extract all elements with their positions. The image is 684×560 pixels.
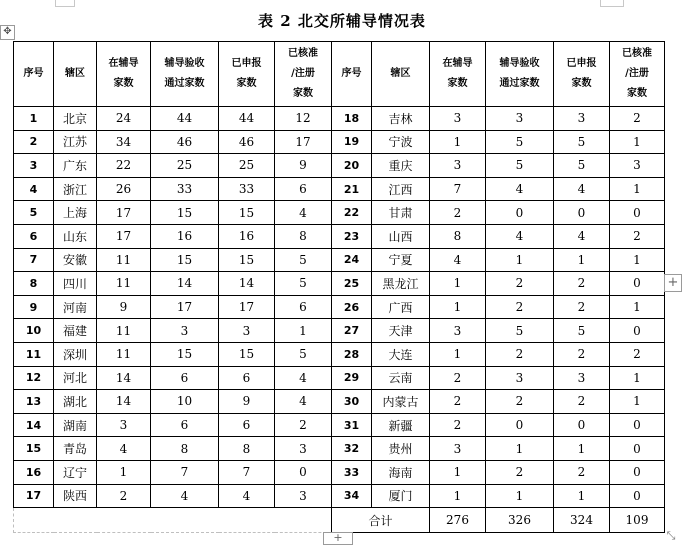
value-cell: 1 [554,484,610,508]
value-cell: 33 [151,177,219,201]
value-cell: 5 [486,319,554,343]
value-cell: 3 [430,437,486,461]
value-cell: 4 [219,484,275,508]
value-cell: 1 [430,295,486,319]
value-cell: 33 [219,177,275,201]
row-number: 6 [14,224,54,248]
row-number: 2 [14,130,54,154]
value-cell: 1 [610,177,665,201]
header-counseling-right: 在辅导 家数 [430,42,486,107]
value-cell: 6 [219,366,275,390]
value-cell: 2 [554,390,610,414]
add-row-button[interactable]: + [323,532,353,545]
value-cell: 3 [430,319,486,343]
value-cell: 0 [486,201,554,225]
value-cell: 2 [554,295,610,319]
row-number: 15 [14,437,54,461]
table-row [14,224,665,248]
value-cell: 4 [275,366,332,390]
value-cell: 2 [486,390,554,414]
add-column-button[interactable]: + [664,274,682,292]
total-value: 109 [610,508,665,533]
row-number: 21 [332,177,372,201]
value-cell: 4 [275,201,332,225]
region-cell: 宁波 [372,130,430,154]
region-cell: 湖南 [54,413,97,437]
value-cell: 2 [554,272,610,296]
value-cell: 0 [554,201,610,225]
value-cell: 1 [554,437,610,461]
row-number: 8 [14,272,54,296]
value-cell: 25 [151,154,219,178]
value-cell: 1 [430,460,486,484]
region-cell: 江西 [372,177,430,201]
value-cell: 17 [151,295,219,319]
table-move-handle-icon[interactable]: ✥ [0,25,15,40]
value-cell: 1 [486,248,554,272]
row-number: 7 [14,248,54,272]
value-cell: 1 [610,390,665,414]
row-number: 18 [332,107,372,131]
value-cell: 3 [554,107,610,131]
value-cell: 3 [275,484,332,508]
total-value: 326 [486,508,554,533]
value-cell: 8 [275,224,332,248]
total-label: 合计 [332,508,430,533]
value-cell: 15 [151,201,219,225]
value-cell: 6 [275,295,332,319]
table-row [14,484,665,508]
value-cell: 44 [219,107,275,131]
value-cell: 7 [151,460,219,484]
value-cell: 5 [554,154,610,178]
value-cell: 2 [430,201,486,225]
value-cell: 2 [486,460,554,484]
region-cell: 青岛 [54,437,97,461]
value-cell: 2 [486,342,554,366]
value-cell: 1 [486,484,554,508]
table-resize-icon[interactable]: ⤡ [666,529,676,542]
table-title: 表 2 北交所辅导情况表 [258,12,426,30]
region-cell: 安徽 [54,248,97,272]
value-cell: 1 [430,130,486,154]
table-row [14,319,665,343]
value-cell: 4 [486,177,554,201]
row-number: 9 [14,295,54,319]
region-cell: 江苏 [54,130,97,154]
row-number: 28 [332,342,372,366]
table-row [14,366,665,390]
value-cell: 15 [219,342,275,366]
row-number: 20 [332,154,372,178]
value-cell: 2 [486,295,554,319]
value-cell: 7 [430,177,486,201]
table-row [14,107,665,131]
header-declared: 已申报 家数 [219,42,275,107]
row-number: 22 [332,201,372,225]
value-cell: 3 [610,154,665,178]
row-number: 29 [332,366,372,390]
value-cell: 1 [610,130,665,154]
value-cell: 0 [610,437,665,461]
table-row [14,390,665,414]
ruler-marker-right[interactable] [600,0,624,7]
value-cell: 17 [275,130,332,154]
value-cell: 15 [219,201,275,225]
region-cell: 海南 [372,460,430,484]
value-cell: 15 [151,342,219,366]
value-cell: 5 [275,342,332,366]
region-cell: 浙江 [54,177,97,201]
row-number: 23 [332,224,372,248]
table-row [14,154,665,178]
row-number: 13 [14,390,54,414]
row-number: 10 [14,319,54,343]
value-cell: 3 [554,366,610,390]
row-number: 31 [332,413,372,437]
value-cell: 9 [275,154,332,178]
value-cell: 0 [554,413,610,437]
value-cell: 11 [97,272,151,296]
row-number: 14 [14,413,54,437]
value-cell: 0 [610,272,665,296]
value-cell: 24 [97,107,151,131]
value-cell: 11 [97,319,151,343]
region-cell: 深圳 [54,342,97,366]
value-cell: 1 [610,295,665,319]
value-cell: 22 [97,154,151,178]
value-cell: 0 [610,319,665,343]
value-cell: 2 [275,413,332,437]
value-cell: 2 [610,107,665,131]
row-number: 26 [332,295,372,319]
value-cell: 1 [430,484,486,508]
value-cell: 3 [486,366,554,390]
value-cell: 5 [486,154,554,178]
total-value: 276 [430,508,486,533]
row-number: 1 [14,107,54,131]
row-number: 19 [332,130,372,154]
row-number: 25 [332,272,372,296]
value-cell: 4 [554,224,610,248]
header-region-right: 辖区 [372,42,430,107]
table-row [14,130,665,154]
value-cell: 14 [97,390,151,414]
region-cell: 河北 [54,366,97,390]
value-cell: 1 [275,319,332,343]
value-cell: 3 [486,107,554,131]
value-cell: 5 [275,248,332,272]
value-cell: 1 [97,460,151,484]
value-cell: 46 [151,130,219,154]
value-cell: 12 [275,107,332,131]
header-seq: 序号 [14,42,54,107]
header-approved: 已核准 /注册 家数 [275,42,332,107]
value-cell: 17 [219,295,275,319]
row-number: 4 [14,177,54,201]
row-number: 34 [332,484,372,508]
region-cell: 厦门 [372,484,430,508]
total-value: 324 [554,508,610,533]
table-row [14,201,665,225]
region-cell: 重庆 [372,154,430,178]
value-cell: 1 [430,272,486,296]
region-cell: 大连 [372,342,430,366]
table-row [14,177,665,201]
table-row [14,342,665,366]
value-cell: 8 [219,437,275,461]
header-passed-right: 辅导验收 通过家数 [486,42,554,107]
value-cell: 6 [219,413,275,437]
table-row [14,437,665,461]
value-cell: 2 [486,272,554,296]
row-number: 27 [332,319,372,343]
value-cell: 8 [430,224,486,248]
row-number: 33 [332,460,372,484]
value-cell: 4 [486,224,554,248]
value-cell: 2 [554,342,610,366]
region-cell: 北京 [54,107,97,131]
value-cell: 14 [151,272,219,296]
header-region: 辖区 [54,42,97,107]
value-cell: 3 [97,413,151,437]
table-row [14,460,665,484]
row-number: 11 [14,342,54,366]
value-cell: 3 [430,154,486,178]
value-cell: 2 [610,224,665,248]
row-number: 32 [332,437,372,461]
value-cell: 0 [275,460,332,484]
region-cell: 四川 [54,272,97,296]
header-counseling: 在辅导 家数 [97,42,151,107]
value-cell: 3 [430,107,486,131]
region-cell: 吉林 [372,107,430,131]
value-cell: 15 [219,248,275,272]
header-passed: 辅导验收 通过家数 [151,42,219,107]
region-cell: 福建 [54,319,97,343]
value-cell: 1 [430,342,486,366]
value-cell: 14 [219,272,275,296]
value-cell: 14 [97,366,151,390]
value-cell: 17 [97,224,151,248]
value-cell: 2 [430,390,486,414]
value-cell: 4 [554,177,610,201]
row-number: 3 [14,154,54,178]
value-cell: 0 [610,413,665,437]
value-cell: 10 [151,390,219,414]
value-cell: 5 [486,130,554,154]
total-row [14,508,665,533]
value-cell: 11 [97,342,151,366]
value-cell: 4 [97,437,151,461]
table-row [14,272,665,296]
empty-cell [14,508,332,533]
value-cell: 11 [97,248,151,272]
value-cell: 2 [430,366,486,390]
value-cell: 15 [151,248,219,272]
region-cell: 山东 [54,224,97,248]
header-approved-right: 已核准 /注册 家数 [610,42,665,107]
value-cell: 0 [610,201,665,225]
header-seq-right: 序号 [332,42,372,107]
value-cell: 25 [219,154,275,178]
value-cell: 4 [151,484,219,508]
value-cell: 5 [554,319,610,343]
value-cell: 9 [219,390,275,414]
value-cell: 1 [610,248,665,272]
region-cell: 辽宁 [54,460,97,484]
row-number: 12 [14,366,54,390]
value-cell: 3 [219,319,275,343]
value-cell: 8 [151,437,219,461]
value-cell: 4 [275,390,332,414]
value-cell: 44 [151,107,219,131]
value-cell: 3 [275,437,332,461]
region-cell: 云南 [372,366,430,390]
region-cell: 贵州 [372,437,430,461]
value-cell: 5 [275,272,332,296]
value-cell: 17 [97,201,151,225]
value-cell: 16 [151,224,219,248]
ruler-marker-left[interactable] [55,0,75,7]
region-cell: 内蒙古 [372,390,430,414]
region-cell: 新疆 [372,413,430,437]
row-number: 16 [14,460,54,484]
value-cell: 34 [97,130,151,154]
region-cell: 甘肃 [372,201,430,225]
value-cell: 7 [219,460,275,484]
value-cell: 2 [554,460,610,484]
value-cell: 6 [151,366,219,390]
value-cell: 1 [554,248,610,272]
ruler-top [0,0,684,6]
header-row [14,42,665,107]
row-number: 17 [14,484,54,508]
region-cell: 宁夏 [372,248,430,272]
value-cell: 6 [275,177,332,201]
table-row [14,295,665,319]
region-cell: 湖北 [54,390,97,414]
value-cell: 0 [610,460,665,484]
value-cell: 16 [219,224,275,248]
region-cell: 陕西 [54,484,97,508]
value-cell: 2 [430,413,486,437]
table-row [14,413,665,437]
value-cell: 46 [219,130,275,154]
value-cell: 9 [97,295,151,319]
row-number: 5 [14,201,54,225]
value-cell: 5 [554,130,610,154]
value-cell: 26 [97,177,151,201]
value-cell: 1 [610,366,665,390]
header-declared-right: 已申报 家数 [554,42,610,107]
region-cell: 山西 [372,224,430,248]
counseling-table [13,41,665,533]
row-number: 24 [332,248,372,272]
value-cell: 6 [151,413,219,437]
row-number: 30 [332,390,372,414]
value-cell: 1 [486,437,554,461]
value-cell: 0 [486,413,554,437]
value-cell: 2 [610,342,665,366]
region-cell: 河南 [54,295,97,319]
value-cell: 4 [430,248,486,272]
table-row [14,248,665,272]
region-cell: 上海 [54,201,97,225]
region-cell: 黑龙江 [372,272,430,296]
region-cell: 天津 [372,319,430,343]
value-cell: 3 [151,319,219,343]
value-cell: 0 [610,484,665,508]
region-cell: 广西 [372,295,430,319]
region-cell: 广东 [54,154,97,178]
value-cell: 2 [97,484,151,508]
